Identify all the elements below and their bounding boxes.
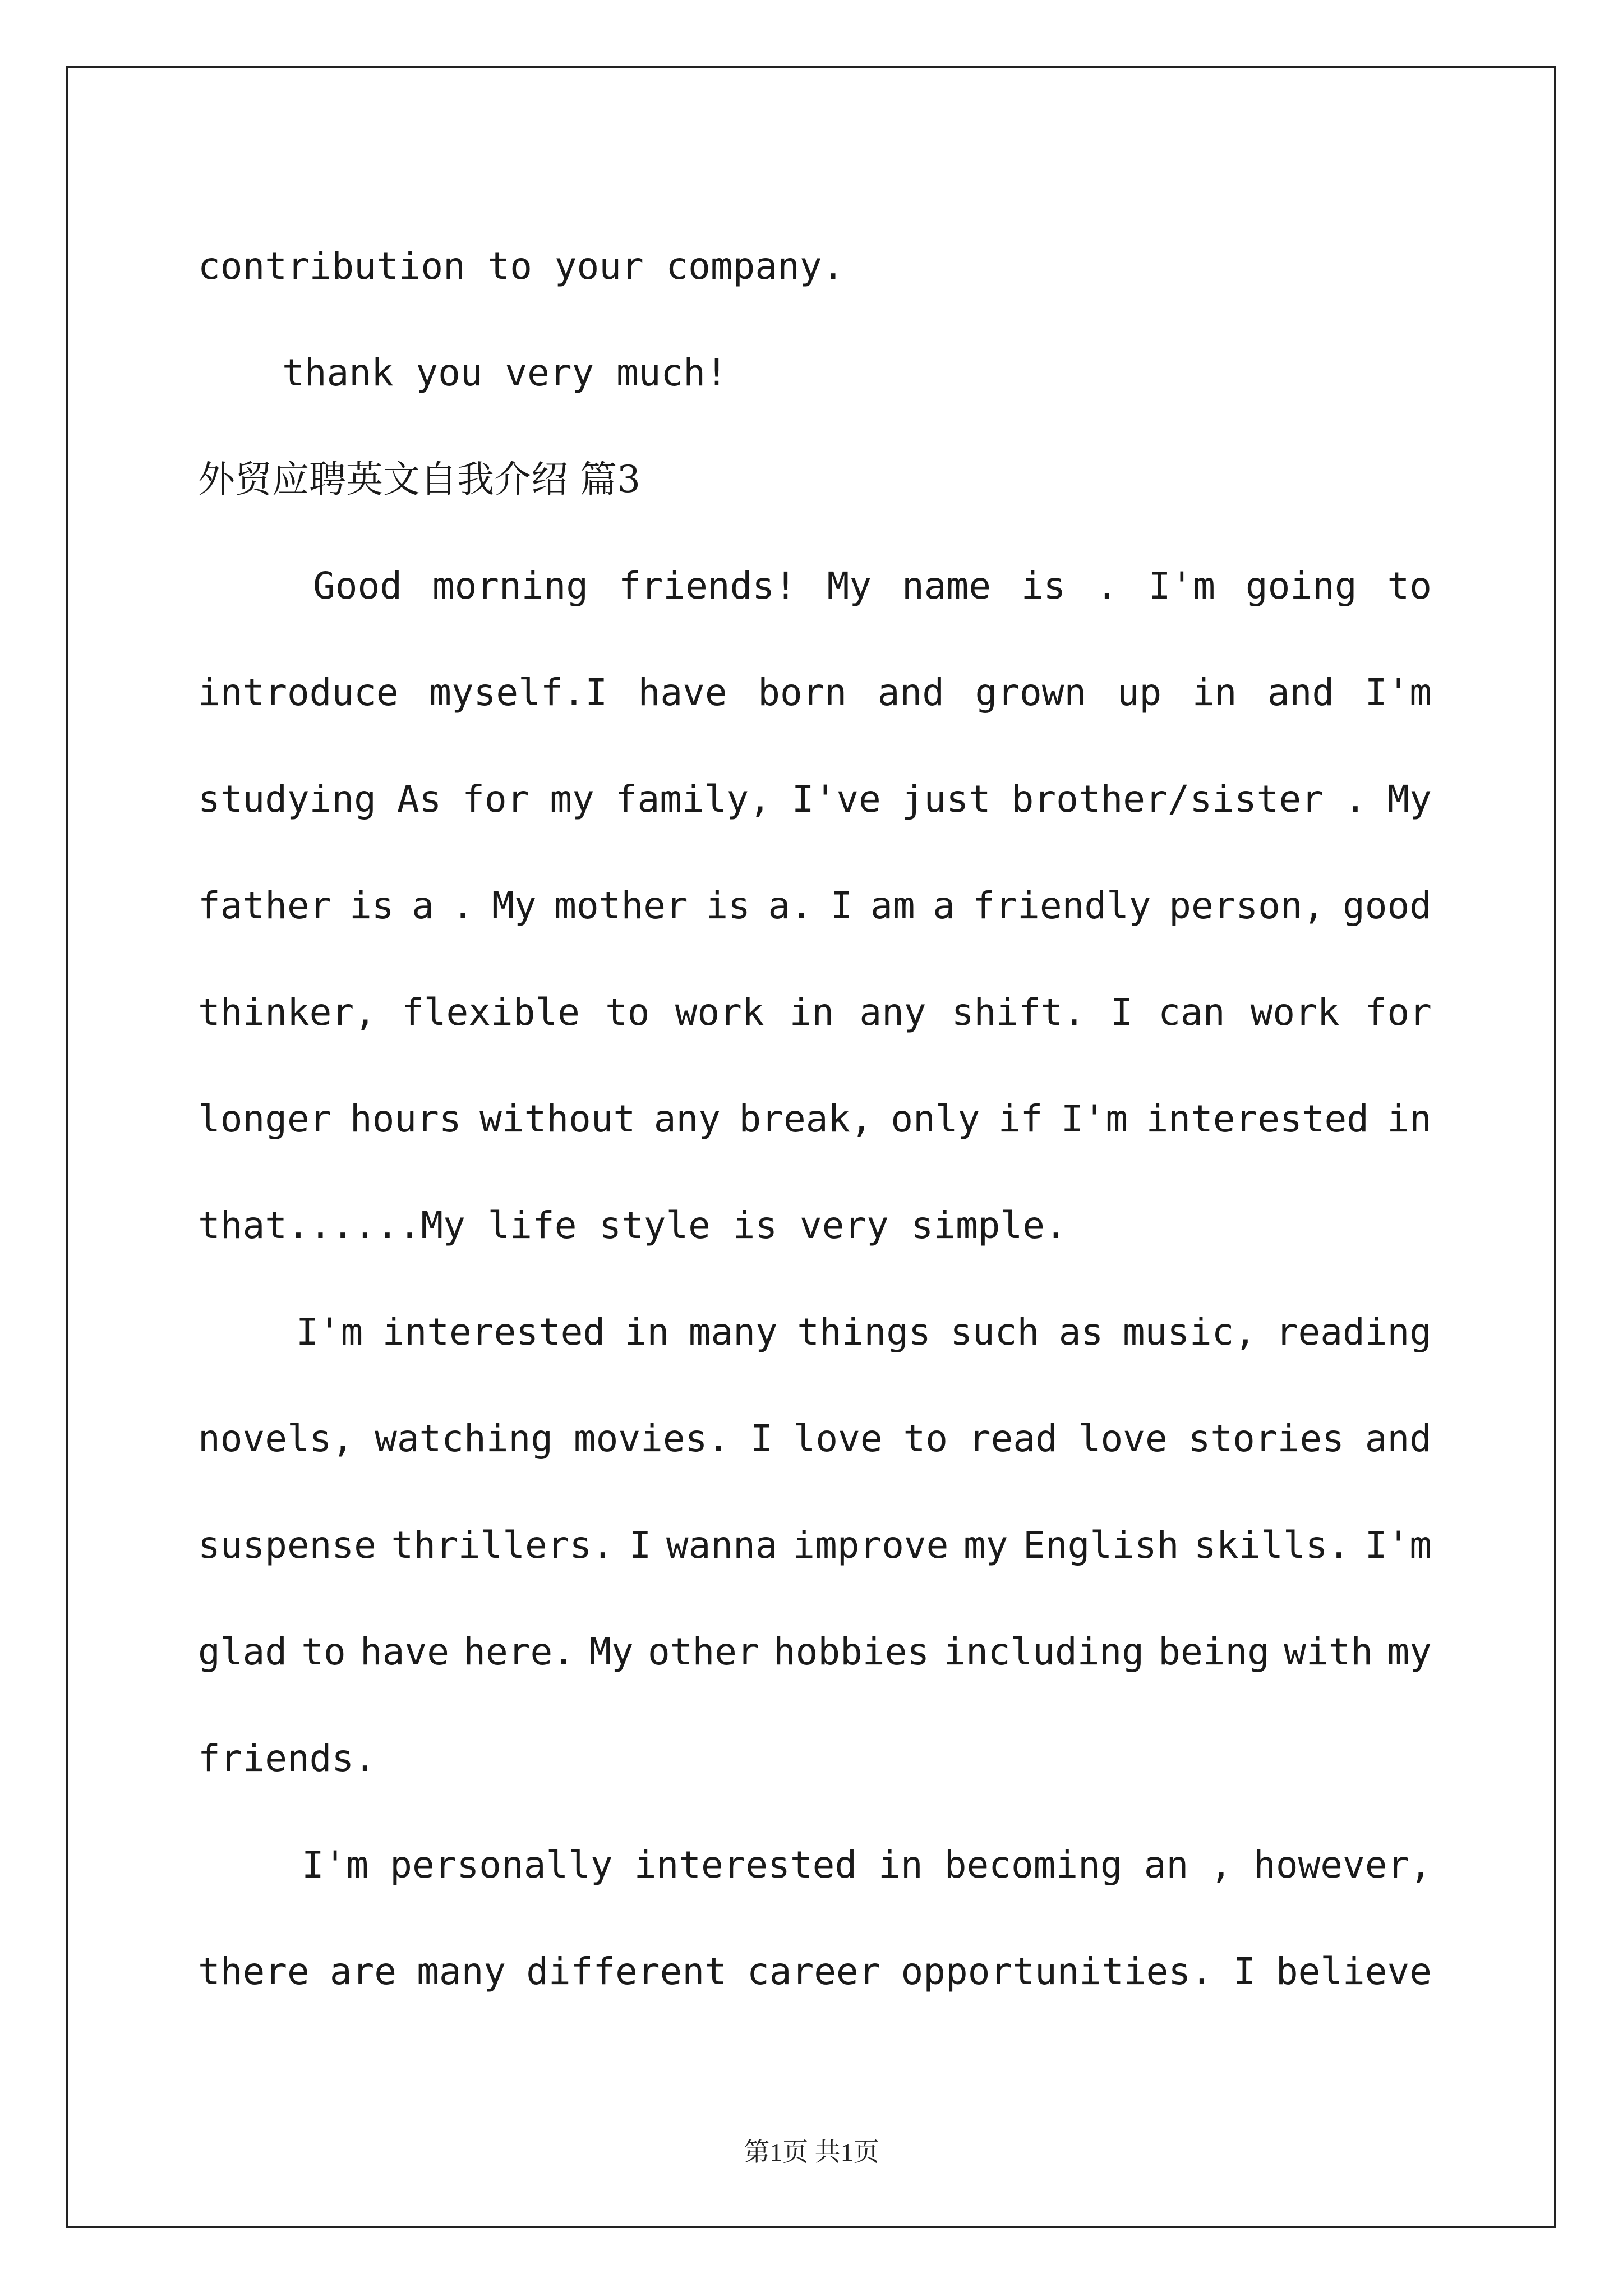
text-line: I'm interested in many things such as music, reading (296, 1310, 1432, 1354)
text-line: friends. (198, 1737, 376, 1780)
text-line: I'm personally interested in becoming an , however, (302, 1843, 1432, 1887)
text-line: glad to have here. My other hobbies including being with my (198, 1630, 1432, 1673)
text-line: thinker, flexible to work in any shift. I can work for (198, 991, 1432, 1034)
text-line: novels, watching movies. I love to read love stories and (198, 1417, 1432, 1460)
text-line: studying As for my family, I've just brother/sister . My (198, 777, 1432, 821)
text-line: there are many different career opportunities. I believe (198, 1950, 1432, 1993)
text-line: suspense thrillers. I wanna improve my English skills. I'm (198, 1524, 1432, 1567)
text-line: Good morning friends! My name is . I'm going to (313, 564, 1432, 608)
text-line: introduce myself.I have born and grown up in and I'm (198, 671, 1432, 714)
page-footer: 第1页 共1页 (744, 2138, 879, 2166)
text-line: that......My life style is very simple. (198, 1204, 1067, 1247)
text-line: longer hours without any break, only if I'm interested in (198, 1097, 1432, 1140)
text-line: contribution to your company. (198, 245, 845, 288)
text-line: thank you very much! (282, 351, 728, 394)
section-heading: 外贸应聘英文自我介绍 篇3 (198, 458, 640, 501)
text-line: father is a . My mother is a. I am a friendly person, good (198, 884, 1432, 927)
document-body (198, 213, 1432, 2025)
